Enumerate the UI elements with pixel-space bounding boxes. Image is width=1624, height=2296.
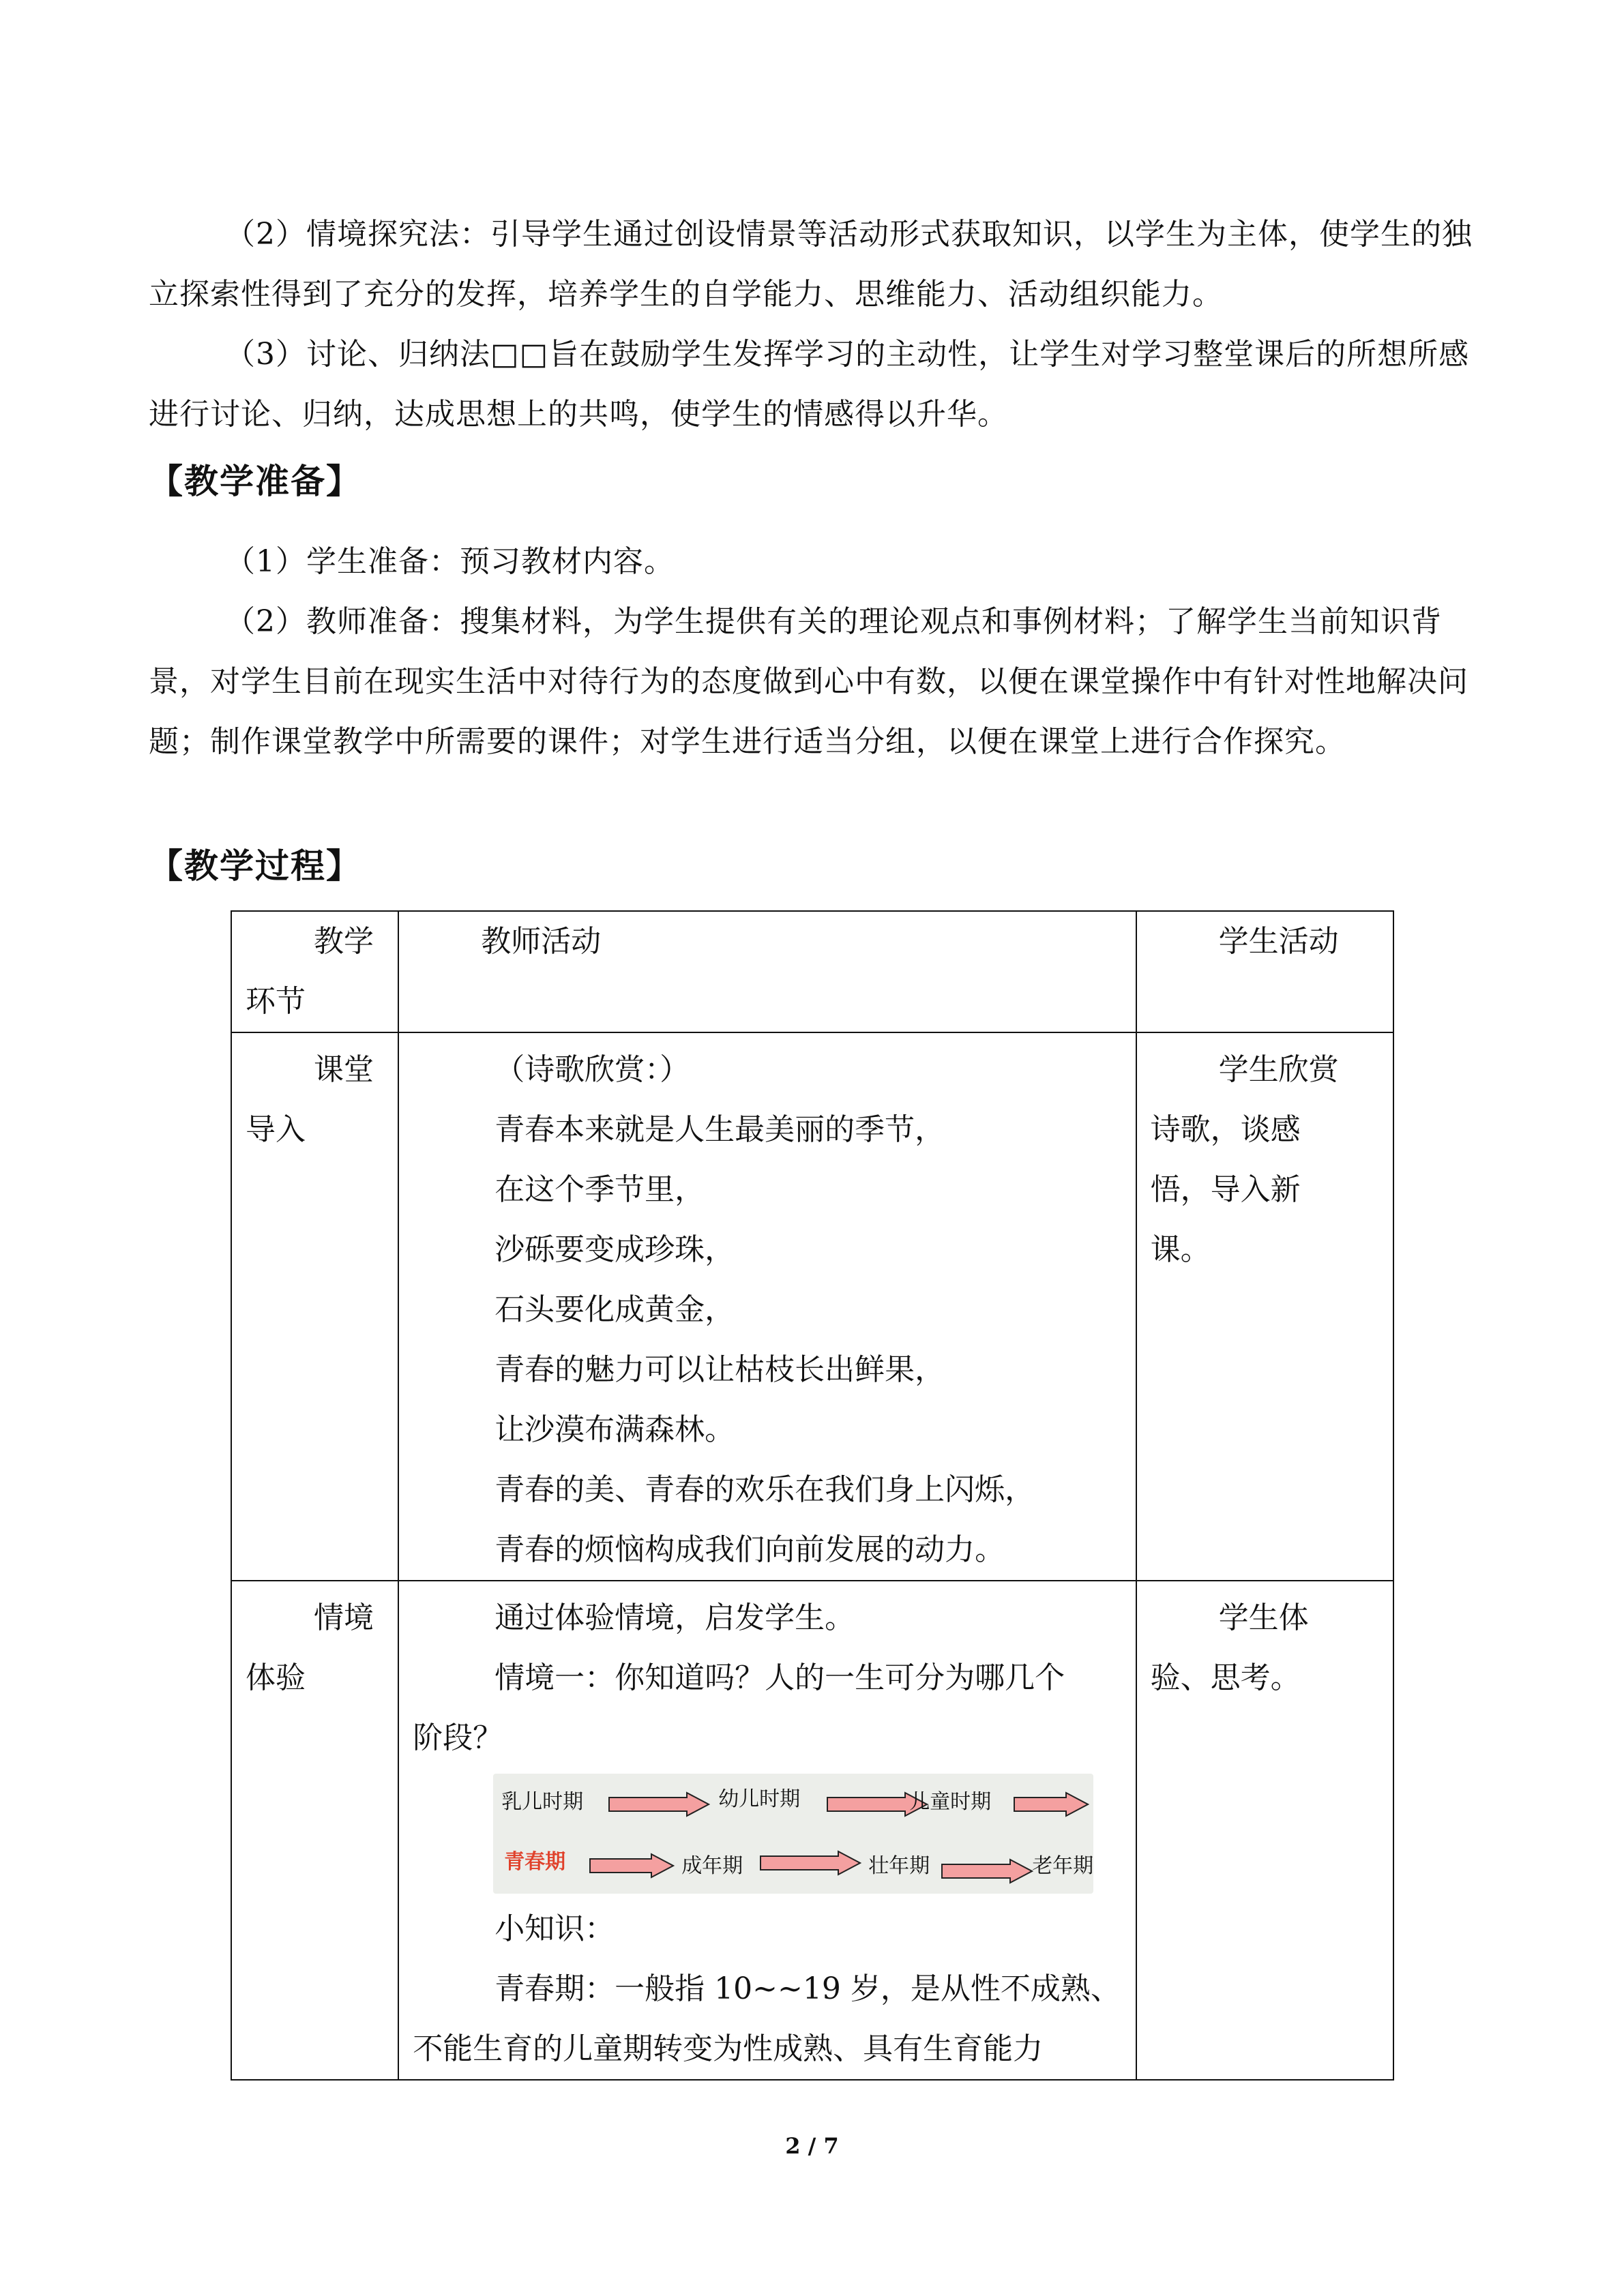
student-activity-line: 学生欣赏	[1218, 1052, 1339, 1087]
header-stage-line1: 教学	[314, 924, 374, 959]
student-activity-line: 诗歌，谈感	[1150, 1112, 1301, 1147]
poem-line: 青春本来就是人生最美丽的季节，	[494, 1112, 945, 1147]
poem-line: 青春的美、青春的欢乐在我们身上闪烁，	[494, 1472, 1035, 1507]
tip-label: 小知识：	[494, 1911, 615, 1946]
teacher-cell-situation	[398, 1581, 1136, 2080]
student-cell-intro	[1136, 1032, 1393, 1581]
header-student-cell	[1136, 911, 1393, 1032]
poem-title: （诗歌欣赏：）	[494, 1052, 690, 1087]
stage-label-infant: 乳儿时期	[501, 1790, 584, 1814]
tip-text-cont: 不能生育的儿童期转变为性成熟、具有生育能力	[413, 2031, 1044, 2066]
poem-line: 青春的魅力可以让枯枝长出鲜果，	[494, 1352, 945, 1387]
header-stage-cell	[231, 911, 398, 1032]
stage-label-prime: 壮年期	[868, 1854, 930, 1878]
paragraph-teacher-prep: （2）教师准备：搜集材料，为学生提供有关的理论观点和事例材料；了解学生当前知识背景，对学生目前在现实生活中对待行为的态度做到心中有数，以便在课堂操作中有针对性地解决问题；制作课堂教学中所需要的课件；对学生进行适当分组，以便在课堂上进行合作探究。	[149, 604, 1468, 759]
arrow-icon	[759, 1850, 861, 1876]
header-teacher-activity: 教师活动	[481, 924, 602, 959]
stage-label-adult: 成年期	[681, 1854, 743, 1878]
situation-question-cont: 阶段？	[413, 1720, 503, 1755]
student-cell-situation	[1136, 1581, 1393, 2080]
header-stage-line2: 环节	[246, 984, 306, 1019]
paragraph-situational-method: （2）情境探究法：引导学生通过创设情景等活动形式获取知识，以学生为主体，使学生的独立探索性得到了充分的发挥，培养学生的自学能力、思维能力、活动组织能力。	[149, 217, 1473, 312]
header-student-activity: 学生活动	[1218, 924, 1339, 959]
poem-line: 让沙漠布满森林。	[494, 1412, 735, 1447]
heading-teaching-process: 【教学过程】	[149, 846, 361, 886]
poem-line: 青春的烦恼构成我们向前发展的动力。	[494, 1532, 1005, 1567]
table-row	[231, 1032, 1393, 1581]
stage-label-child: 儿童时期	[909, 1790, 992, 1814]
arrow-icon	[941, 1858, 1033, 1884]
stage-situation-line1: 情境	[314, 1600, 374, 1635]
arrow-icon	[608, 1791, 710, 1817]
heading-teaching-preparation: 【教学准备】	[149, 462, 361, 501]
poem-line: 沙砾要变成珍珠，	[494, 1232, 735, 1267]
life-stages-diagram	[493, 1774, 1093, 1894]
stage-cell-intro	[231, 1032, 398, 1581]
header-teacher-cell	[398, 911, 1136, 1032]
stage-cell-situation	[231, 1581, 398, 2080]
stage-situation-line2: 体验	[246, 1660, 306, 1695]
stage-label-elderly: 老年期	[1032, 1854, 1094, 1878]
paragraph-discussion-method: （3）讨论、归纳法□□旨在鼓励学生发挥学习的主动性，让学生对学习整堂课后的所想所感进行讨论、归纳，达成思想上的共鸣，使学生的情感得以升华。	[149, 337, 1470, 432]
student-activity-line: 悟，导入新	[1150, 1172, 1301, 1207]
page-number: 2 / 7	[785, 2133, 839, 2159]
stage-intro-line1: 课堂	[314, 1052, 374, 1087]
tip-text: 青春期：一般指 10~~19 岁，是从性不成熟、	[494, 1971, 1121, 2006]
arrow-icon	[589, 1853, 675, 1879]
poem-line: 石头要化成黄金，	[494, 1292, 735, 1327]
student-activity-line: 验、思考。	[1150, 1660, 1301, 1695]
student-activity-line: 课。	[1150, 1232, 1211, 1267]
arrow-icon	[1013, 1791, 1089, 1817]
table-row	[231, 1581, 1393, 2080]
situation-intro: 通过体验情境，启发学生。	[494, 1600, 855, 1635]
stage-label-toddler: 幼儿时期	[718, 1787, 801, 1811]
teaching-process-table	[231, 910, 1394, 2081]
stage-label-adolescence: 青春期	[504, 1850, 566, 1874]
poem-line: 在这个季节里，	[494, 1172, 705, 1207]
paragraph-student-prep: （1）学生准备：预习教材内容。	[225, 544, 675, 579]
teacher-cell-intro	[398, 1032, 1136, 1581]
situation-question: 情境一：你知道吗？人的一生可分为哪几个	[494, 1660, 1065, 1695]
student-activity-line: 学生体	[1218, 1600, 1309, 1635]
table-header-row	[231, 911, 1393, 1032]
stage-intro-line2: 导入	[246, 1112, 306, 1147]
